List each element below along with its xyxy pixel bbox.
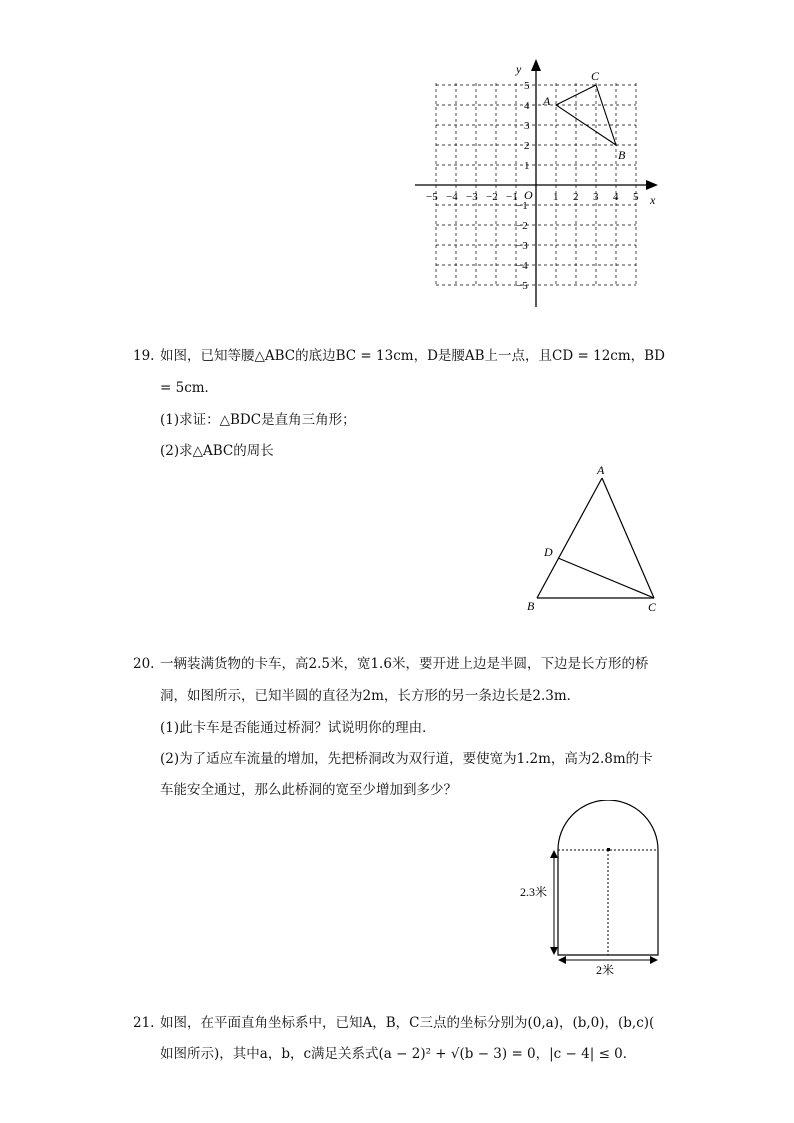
- q20-bridge-figure: [516, 800, 676, 980]
- x-tick-label: −3: [466, 191, 478, 203]
- q20-number: 20.: [133, 656, 155, 672]
- center-point: [607, 848, 610, 851]
- x-axis-arrow: [646, 180, 658, 190]
- y-axis-arrow: [531, 59, 541, 71]
- q19-part1: (1)求证：△BDC是直角三角形；: [160, 412, 356, 428]
- triangle-outline: [556, 85, 616, 145]
- y-tick-label: 3: [524, 120, 530, 132]
- point-label-a: A: [543, 94, 551, 108]
- q19-line2: = 5cm．: [160, 380, 219, 396]
- y-tick-label: −3: [516, 240, 528, 252]
- q20-part2-line1: (2)为了适应车流量的增加，先把桥洞改为双行道，要使宽为1.2m，高为2.8m的卡: [160, 751, 653, 767]
- point-label-c: C: [591, 69, 600, 83]
- y-tick-label: 2: [524, 140, 530, 152]
- label-b: B: [527, 599, 535, 613]
- label-d: D: [544, 545, 553, 559]
- x-tick-label: 2: [573, 191, 579, 203]
- y-tick-label: −2: [516, 220, 528, 232]
- x-tick-label: −4: [446, 191, 458, 203]
- x-tick-label: 4: [613, 191, 619, 203]
- x-tick-label: −2: [486, 191, 498, 203]
- q19-triangle-figure: [520, 460, 670, 620]
- y-tick-label: −5: [516, 280, 528, 292]
- x-tick-label: 1: [553, 191, 559, 203]
- x-tick-label: 5: [633, 191, 639, 203]
- q21-line2: 如图所示)，其中a，b，c满足关系式(a − 2)² + √(b − 3) = 0，|c − 4| ≤ 0．: [160, 1046, 637, 1062]
- label-c: C: [648, 600, 657, 614]
- width-arrow-left: [558, 956, 566, 964]
- q20-line2: 洞，如图所示，已知半圆的直径为2m，长方形的另一条边长是2.3m．: [160, 688, 581, 704]
- x-axis-label: x: [650, 193, 656, 207]
- q19-part2: (2)求△ABC的周长: [160, 443, 274, 459]
- q20-part1: (1)此卡车是否能通过桥洞？试说明你的理由．: [160, 720, 436, 736]
- x-tick-label: −5: [426, 191, 438, 203]
- triangle-abc: [542, 69, 626, 162]
- x-tick-label: 3: [593, 191, 599, 203]
- label-a: A: [597, 463, 605, 477]
- side-ab: [537, 478, 602, 598]
- y-tick-label: 4: [524, 100, 530, 112]
- origin-label: O: [524, 188, 533, 202]
- q20-part2-line2: 车能安全通过，那么此桥洞的宽至少增加到多少？: [160, 782, 457, 798]
- width-arrow-right: [650, 956, 658, 964]
- y-tick-label: −1: [516, 200, 528, 212]
- height-label: 2.3米: [520, 885, 548, 899]
- q20-line1: 一辆装满货物的卡车，高2.5米，宽1.6米，要开进上边是半圆，下边是长方形的桥: [160, 656, 649, 672]
- x-tick-label: −1: [506, 191, 518, 203]
- height-arrow-bottom: [550, 947, 558, 955]
- y-tick-label: 1: [524, 160, 530, 172]
- q19-number: 19.: [133, 348, 155, 364]
- coordinate-grid-figure: [400, 55, 670, 315]
- q21-line1: 如图，在平面直角坐标系中，已知A，B，C三点的坐标分别为(0,a)，(b,0)，(b,c)(: [160, 1015, 655, 1031]
- y-axis-label: y: [516, 62, 522, 76]
- y-tick-label: −4: [516, 260, 528, 272]
- q19-line1: 如图，已知等腰△ABC的底边BC = 13cm，D是腰AB上一点，且CD = 12cm，BD: [160, 348, 665, 364]
- y-tick-label: 5: [524, 80, 530, 92]
- height-arrow-top: [550, 850, 558, 858]
- q21-number: 21.: [133, 1015, 155, 1031]
- point-label-b: B: [618, 148, 626, 162]
- width-label: 2米: [596, 963, 615, 977]
- tick-labels: [426, 80, 639, 292]
